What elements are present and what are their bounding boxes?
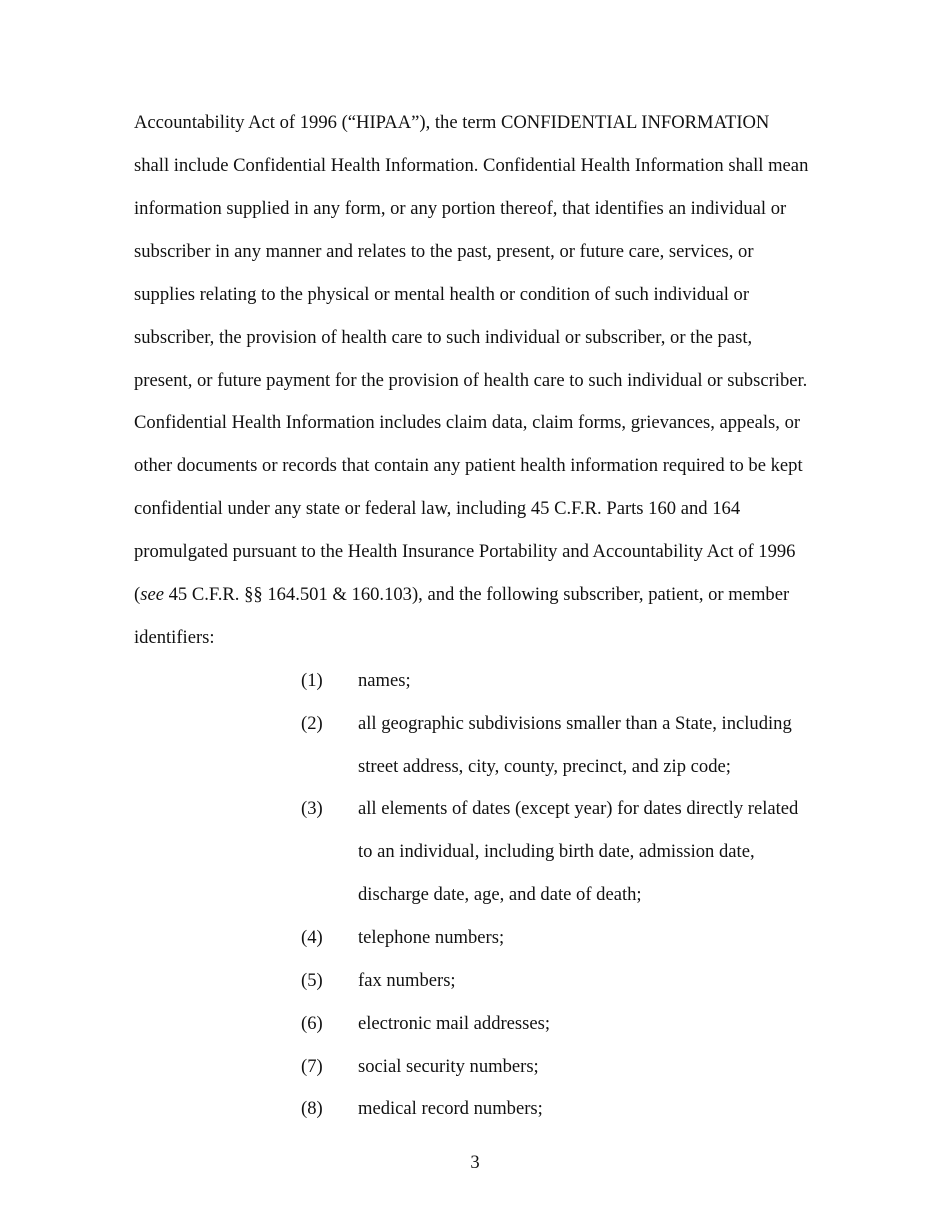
paragraph-line: present, or future payment for the provision of health care to such individual or subscriber. (134, 370, 808, 391)
see-italic: see (140, 584, 164, 605)
list-item-number: (1) (301, 670, 323, 691)
list-item-text: discharge date, age, and date of death; (358, 884, 642, 905)
list-item-number: (2) (301, 713, 323, 734)
paragraph-line: subscriber in any manner and relates to the past, present, or future care, services, or (134, 241, 754, 262)
list-item-text: electronic mail addresses; (358, 1013, 551, 1034)
list-item-number: (8) (301, 1098, 323, 1119)
paragraph-line: information supplied in any form, or any portion thereof, that identifies an individual or (134, 198, 787, 219)
list-item-number: (3) (301, 798, 323, 819)
paragraph-line: subscriber, the provision of health care to such individual or subscriber, or the past, (134, 327, 753, 348)
paragraph-line: confidential under any state or federal law, including 45 C.F.R. Parts 160 and 164 (134, 498, 741, 519)
paragraph-line: Confidential Health Information includes claim data, claim forms, grievances, appeals, or (134, 412, 801, 433)
list-item-number: (4) (301, 927, 323, 948)
paragraph-line: Accountability Act of 1996 (“HIPAA”), the term CONFIDENTIAL INFORMATION (134, 112, 770, 133)
list-item-text: street address, city, county, precinct, and zip code; (358, 756, 731, 777)
list-item-number: (6) (301, 1013, 323, 1034)
list-item-text: social security numbers; (358, 1056, 539, 1077)
list-item-text: telephone numbers; (358, 927, 505, 948)
list-item-text: names; (358, 670, 411, 691)
list-item-number: (7) (301, 1056, 323, 1077)
list-item-text: all elements of dates (except year) for dates directly related (358, 798, 799, 819)
list-item-text: fax numbers; (358, 970, 456, 991)
paragraph-line: shall include Confidential Health Information. Confidential Health Information shall mean (134, 155, 809, 176)
paragraph-line: other documents or records that contain any patient health information required to be kept (134, 455, 803, 476)
citation-text: 45 C.F.R. §§ 164.501 & 160.103), and the following subscriber, patient, or member (163, 584, 790, 605)
page-number: 3 (470, 1152, 480, 1173)
list-item-text: to an individual, including birth date, admission date, (358, 841, 755, 862)
open-paren: ( (134, 584, 141, 605)
list-item-text: medical record numbers; (358, 1098, 543, 1119)
paragraph-line: identifiers: (134, 627, 215, 648)
paragraph-line: promulgated pursuant to the Health Insurance Portability and Accountability Act of 1996 (134, 541, 796, 562)
paragraph-line: supplies relating to the physical or mental health or condition of such individual or (134, 284, 750, 305)
paragraph-line (134, 584, 789, 606)
list-item-number: (5) (301, 970, 323, 991)
list-item-text: all geographic subdivisions smaller than a State, including (358, 713, 792, 734)
